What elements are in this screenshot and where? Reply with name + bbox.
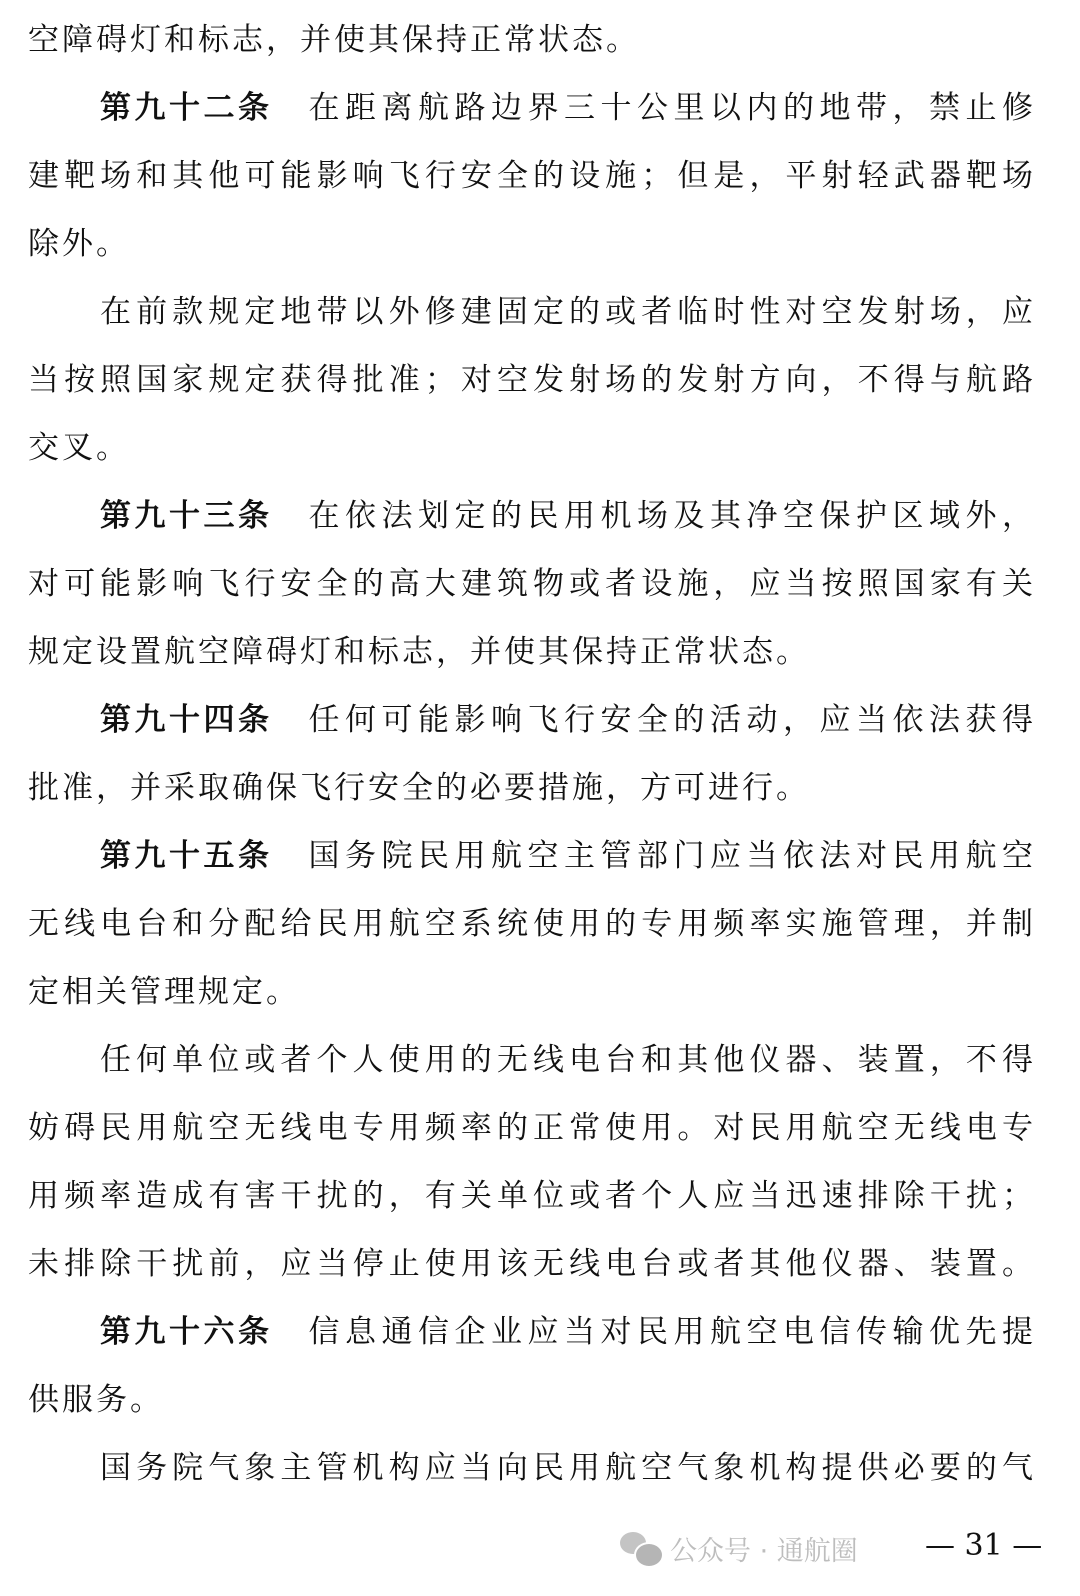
line-text: 建靶场和其他可能影响飞行安全的设施；但是，平射轻武器靶场 (28, 158, 1036, 194)
text-line (28, 6, 1036, 74)
text-line (28, 754, 1036, 822)
article-heading: 第九十三条 (100, 498, 273, 534)
wechat-icon (620, 1532, 660, 1564)
text-line (28, 618, 1036, 686)
line-text: 在前款规定地带以外修建固定的或者临时性对空发射场，应 (100, 294, 1036, 330)
text-line (28, 550, 1036, 618)
line-text: 定相关管理规定。 (28, 974, 300, 1010)
text-line (28, 1434, 1036, 1502)
line-text: 对可能影响飞行安全的高大建筑物或者设施，应当按照国家有关 (28, 566, 1036, 602)
text-line (28, 1094, 1036, 1162)
article-heading: 第九十六条 (100, 1314, 273, 1350)
text-line (28, 1026, 1036, 1094)
line-text: 国务院气象主管机构应当向民用航空气象机构提供必要的气 (100, 1450, 1036, 1486)
line-text: 供服务。 (28, 1382, 164, 1418)
page-number: — 31 — (925, 1528, 1043, 1563)
text-line (28, 1230, 1036, 1298)
watermark-text: 公众号 · 通航圈 (670, 1535, 858, 1567)
document-page (28, 6, 1036, 1502)
line-text: 在距离航路边界三十公里以内的地带，禁止修 (308, 90, 1036, 126)
article-heading: 第九十二条 (100, 90, 273, 126)
text-line (28, 414, 1036, 482)
watermark (620, 1528, 858, 1568)
line-text: 交叉。 (28, 430, 130, 466)
article-96-heading-line (28, 1298, 1036, 1366)
article-93-heading-line (28, 482, 1036, 550)
text-line (28, 890, 1036, 958)
line-text: 当按照国家规定获得批准；对空发射场的发射方向，不得与航路 (28, 362, 1036, 398)
line-text: 无线电台和分配给民用航空系统使用的专用频率实施管理，并制 (28, 906, 1036, 942)
article-94-heading-line (28, 686, 1036, 754)
line-text: 妨碍民用航空无线电专用频率的正常使用。对民用航空无线电专 (28, 1110, 1036, 1146)
line-text: 在依法划定的民用机场及其净空保护区域外， (308, 498, 1036, 534)
text-line (28, 278, 1036, 346)
line-text: 批准，并采取确保飞行安全的必要措施，方可进行。 (28, 770, 810, 806)
text-line (28, 346, 1036, 414)
article-heading: 第九十五条 (100, 838, 273, 874)
text-line (28, 958, 1036, 1026)
line-text: 空障碍灯和标志，并使其保持正常状态。 (28, 22, 640, 58)
article-95-heading-line (28, 822, 1036, 890)
line-text: 未排除干扰前，应当停止使用该无线电台或者其他仪器、装置。 (28, 1246, 1036, 1282)
text-line (28, 1162, 1036, 1230)
article-heading: 第九十四条 (100, 702, 273, 738)
line-text: 任何单位或者个人使用的无线电台和其他仪器、装置，不得 (100, 1042, 1036, 1078)
text-line (28, 142, 1036, 210)
line-text: 规定设置航空障碍灯和标志，并使其保持正常状态。 (28, 634, 810, 670)
line-text: 任何可能影响飞行安全的活动，应当依法获得 (308, 702, 1036, 738)
line-text: 除外。 (28, 226, 130, 262)
line-text: 信息通信企业应当对民用航空电信传输优先提 (308, 1314, 1036, 1350)
line-text: 国务院民用航空主管部门应当依法对民用航空 (308, 838, 1036, 874)
article-92-heading-line (28, 74, 1036, 142)
text-line (28, 1366, 1036, 1434)
line-text: 用频率造成有害干扰的，有关单位或者个人应当迅速排除干扰； (28, 1178, 1036, 1214)
text-line (28, 210, 1036, 278)
